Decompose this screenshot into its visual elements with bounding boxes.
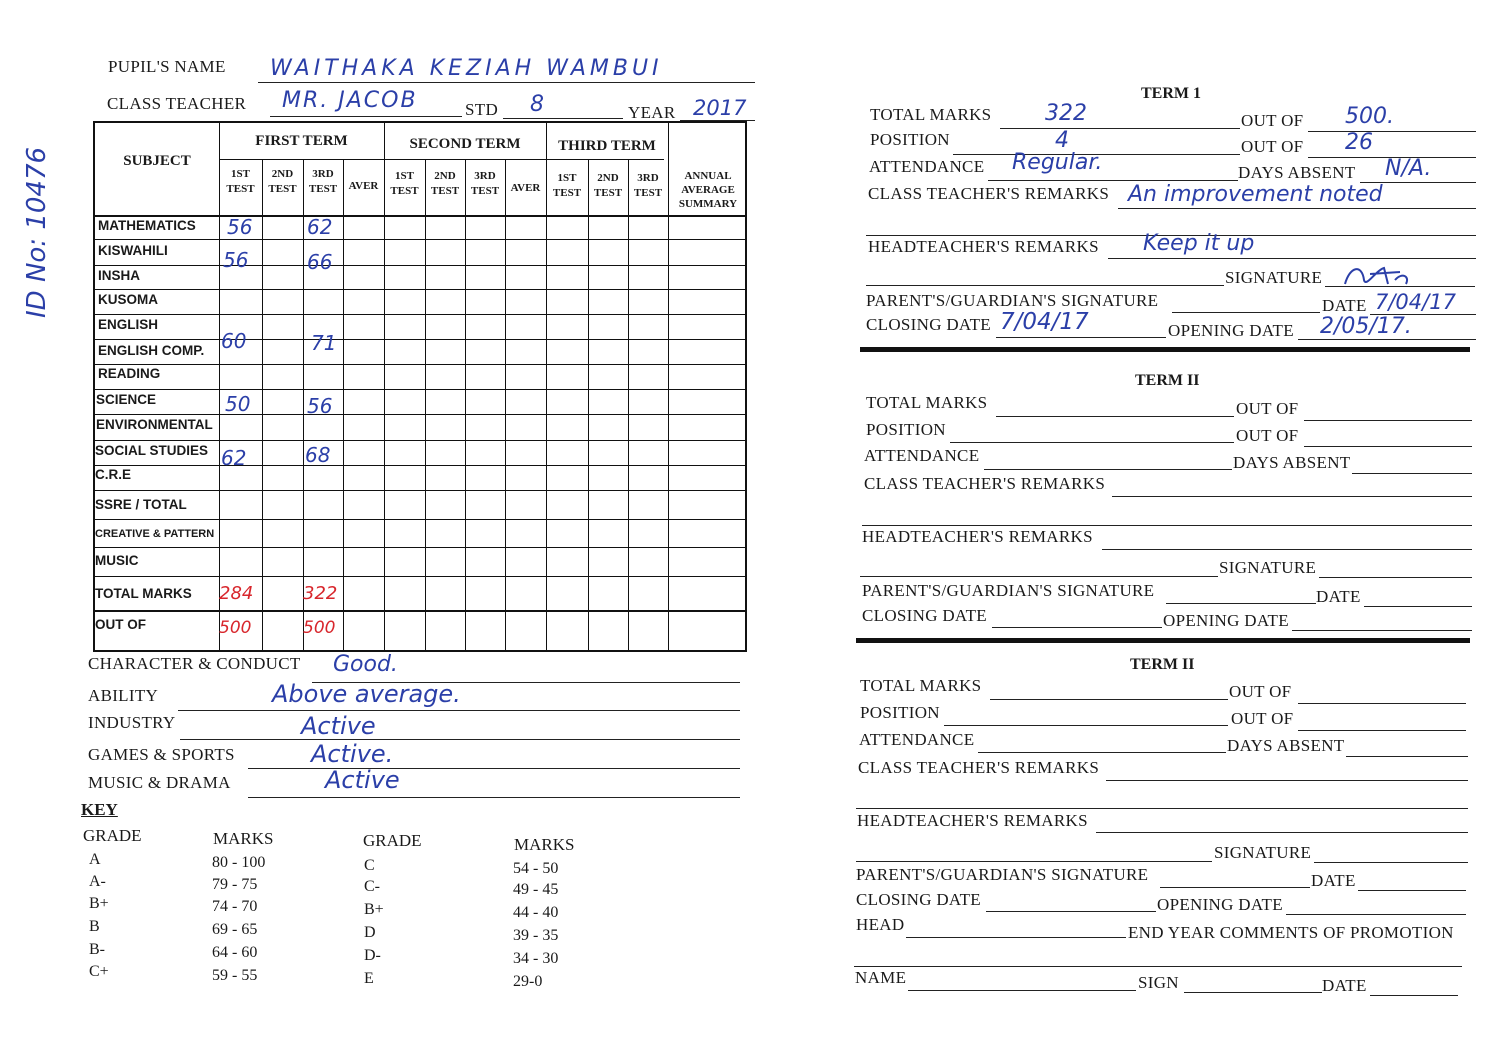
- character-value: Good.: [333, 652, 398, 677]
- term3-date-label: DATE: [1311, 871, 1356, 890]
- term1-headteacher-remarks-value: Keep it up: [1143, 231, 1255, 256]
- term3-name-label: NAME: [855, 968, 907, 987]
- subject-cre: C.R.E: [95, 467, 132, 482]
- term2-closing-date-label: CLOSING DATE: [862, 606, 987, 625]
- class-teacher-value: MR. JACOB: [282, 88, 418, 113]
- term2-attendance-label: ATTENDANCE: [864, 446, 980, 465]
- term1-divider: [860, 347, 1470, 352]
- t3-test1-header: 1ST TEST: [552, 172, 582, 199]
- term2-days-absent-label: DAYS ABSENT: [1233, 453, 1351, 472]
- t2-aver-header: AVER: [510, 182, 541, 194]
- term2-signature-label: SIGNATURE: [1219, 558, 1317, 577]
- key-grade-c-minus: C-: [364, 878, 380, 895]
- class-teacher-label: CLASS TEACHER: [107, 94, 247, 113]
- mark-outof-test1: 500: [219, 618, 252, 638]
- subject-insha: INSHA: [98, 268, 141, 283]
- ability-value: Above average.: [272, 680, 461, 708]
- key-marks-a-minus: 79 - 75: [212, 876, 258, 893]
- pupil-name-value: WAITHAKA KEZIAH WAMBUI: [270, 56, 663, 81]
- key-marks-c: 54 - 50: [513, 860, 559, 877]
- key-marks-label-right: MARKS: [514, 835, 575, 854]
- term1-date-label: DATE: [1322, 296, 1367, 315]
- key-marks-b-plus: 74 - 70: [212, 898, 258, 915]
- term1-days-absent-value: N/A.: [1385, 156, 1432, 181]
- key-grade-b-plus-right: B+: [364, 901, 384, 918]
- ability-label: ABILITY: [88, 686, 159, 705]
- subject-english-comp: ENGLISH COMP.: [98, 343, 205, 358]
- std-value: 8: [530, 92, 544, 117]
- term2-date-label: DATE: [1316, 587, 1361, 606]
- mark-social-test3: 68: [305, 443, 331, 467]
- key-grade-label-left: GRADE: [83, 826, 142, 845]
- industry-value: Active: [301, 712, 376, 740]
- term3-parent-signature-label: PARENT'S/GUARDIAN'S SIGNATURE: [856, 865, 1149, 884]
- subject-mathematics: MATHEMATICS: [98, 218, 196, 233]
- games-sports-value: Active.: [311, 740, 394, 768]
- term2-parent-signature-label: PARENT'S/GUARDIAN'S SIGNATURE: [862, 581, 1155, 600]
- key-grade-b-minus: B-: [89, 941, 105, 958]
- term3-final-date-label: DATE: [1322, 976, 1367, 995]
- term3-headteacher-remarks-label: HEADTEACHER'S REMARKS: [857, 811, 1088, 830]
- industry-label: INDUSTRY: [88, 713, 176, 732]
- term2-position-label: POSITION: [866, 420, 946, 439]
- t1-test3-header: 3RD TEST: [308, 168, 338, 195]
- t3-test2-header: 2ND TEST: [593, 172, 623, 199]
- term1-out-of-value: 500.: [1345, 104, 1394, 129]
- year-value: 2017: [693, 96, 747, 120]
- mark-kiswahili-test1: 56: [223, 248, 249, 272]
- term3-days-absent-label: DAYS ABSENT: [1227, 736, 1345, 755]
- term1-date-value: 7/04/17: [1375, 290, 1456, 314]
- key-marks-b: 69 - 65: [212, 921, 258, 938]
- term3-closing-date-label: CLOSING DATE: [856, 890, 981, 909]
- year-label: YEAR: [628, 103, 676, 122]
- second-term-header: SECOND TERM: [409, 136, 521, 152]
- term1-position-value: 4: [1055, 128, 1069, 153]
- key-marks-a: 80 - 100: [212, 854, 266, 871]
- key-grade-c-plus: C+: [89, 963, 109, 980]
- mark-total-test3: 322: [303, 583, 338, 604]
- mark-total-test1: 284: [219, 583, 254, 604]
- subject-social-studies: SOCIAL STUDIES: [95, 443, 209, 458]
- t1-test1-header: 1ST TEST: [226, 168, 255, 195]
- term3-position-out-of-label: OUT OF: [1231, 709, 1294, 728]
- t1-aver-header: AVER: [348, 180, 379, 192]
- term1-total-marks-label: TOTAL MARKS: [870, 105, 992, 124]
- side-id-note: ID No: 10476: [22, 146, 52, 318]
- t3-test3-header: 3RD TEST: [633, 172, 663, 199]
- term2-total-marks-label: TOTAL MARKS: [866, 393, 988, 412]
- key-marks-b-plus-right: 44 - 40: [513, 904, 559, 921]
- term1-headteacher-remarks-label: HEADTEACHER'S REMARKS: [868, 237, 1099, 256]
- key-grade-c: C: [364, 857, 375, 874]
- term2-title: TERM II: [1135, 372, 1200, 389]
- key-title: KEY: [81, 800, 118, 819]
- term3-opening-date-label: OPENING DATE: [1157, 895, 1283, 914]
- term3-total-marks-label: TOTAL MARKS: [860, 676, 982, 695]
- t2-test1-header: 1ST TEST: [390, 170, 419, 197]
- key-grade-d: D: [364, 924, 376, 941]
- term2-position-out-of-label: OUT OF: [1236, 426, 1299, 445]
- key-grade-e: E: [364, 970, 374, 987]
- subject-header: SUBJECT: [123, 153, 191, 169]
- term1-opening-date-label: OPENING DATE: [1168, 321, 1294, 340]
- pupil-name-label: PUPIL'S NAME: [108, 57, 226, 76]
- t2-test3-header: 3RD TEST: [470, 170, 500, 197]
- key-marks-d-minus: 34 - 30: [513, 950, 559, 967]
- term3-class-teacher-remarks-label: CLASS TEACHER'S REMARKS: [858, 758, 1100, 777]
- character-label: CHARACTER & CONDUCT: [88, 654, 301, 673]
- subject-out-of: OUT OF: [95, 617, 146, 632]
- term1-signature-label: SIGNATURE: [1225, 268, 1323, 287]
- term1-title: TERM 1: [1141, 85, 1201, 102]
- mark-science-test3: 56: [307, 394, 333, 418]
- key-grade-d-minus: D-: [364, 947, 381, 964]
- term1-class-teacher-remarks-value: An improvement noted: [1128, 182, 1383, 207]
- mark-english-test1: 60: [221, 329, 247, 353]
- term3-title: TERM II: [1130, 656, 1195, 673]
- subject-kiswahili: KISWAHILI: [98, 243, 168, 258]
- mark-social-test1: 62: [221, 446, 247, 470]
- key-marks-c-plus: 59 - 55: [212, 967, 258, 984]
- key-grade-a-minus: A-: [89, 873, 106, 890]
- key-grade-a: A: [89, 851, 101, 868]
- mark-math-test3: 62: [307, 215, 333, 239]
- term2-headteacher-remarks-label: HEADTEACHER'S REMARKS: [862, 527, 1093, 546]
- term3-signature-label: SIGNATURE: [1214, 843, 1312, 862]
- std-label: STD: [465, 100, 499, 119]
- subject-science: SCIENCE: [96, 392, 157, 407]
- subject-ssre-total: SSRE / TOTAL: [95, 497, 187, 512]
- term2-divider: [856, 638, 1470, 643]
- term3-head-label: HEAD: [856, 915, 905, 934]
- key-marks-e: 29-0: [513, 973, 543, 990]
- t2-test2-header: 2ND TEST: [430, 170, 460, 197]
- term3-position-label: POSITION: [860, 703, 940, 722]
- term1-opening-date-value: 2/05/17.: [1320, 314, 1412, 339]
- third-term-header: THIRD TERM: [558, 138, 656, 154]
- term1-class-teacher-remarks-label: CLASS TEACHER'S REMARKS: [868, 184, 1110, 203]
- term1-parent-signature-label: PARENT'S/GUARDIAN'S SIGNATURE: [866, 291, 1159, 310]
- mark-kiswahili-test3: 66: [307, 250, 333, 274]
- key-grade-b-plus: B+: [89, 895, 109, 912]
- marks-table: [93, 121, 747, 652]
- term1-closing-date-label: CLOSING DATE: [866, 315, 991, 334]
- term1-total-marks-value: 322: [1045, 101, 1087, 126]
- term2-opening-date-label: OPENING DATE: [1163, 611, 1289, 630]
- term1-signature-scribble: [1340, 262, 1420, 290]
- term1-attendance-label: ATTENDANCE: [869, 157, 985, 176]
- term1-attendance-value: Regular.: [1012, 150, 1103, 175]
- mark-science-test1: 50: [225, 392, 251, 416]
- term1-closing-date-value: 7/04/17: [1000, 309, 1089, 335]
- term1-position-label: POSITION: [870, 130, 950, 149]
- subject-kusoma: KUSOMA: [98, 292, 158, 307]
- term2-class-teacher-remarks-label: CLASS TEACHER'S REMARKS: [864, 474, 1106, 493]
- subject-environmental: ENVIRONMENTAL: [96, 417, 213, 432]
- term3-sign-label: SIGN: [1138, 973, 1179, 992]
- term1-out-of-label: OUT OF: [1241, 111, 1304, 130]
- annual-average-header: ANNUAL AVERAGE SUMMARY: [678, 170, 738, 210]
- key-grade-label-right: GRADE: [363, 831, 422, 850]
- first-term-header: FIRST TERM: [255, 133, 348, 149]
- subject-total-marks: TOTAL MARKS: [95, 586, 192, 601]
- term1-position-out-of-label: OUT OF: [1241, 137, 1304, 156]
- t1-test2-header: 2ND TEST: [268, 168, 297, 195]
- term3-out-of-label: OUT OF: [1229, 682, 1292, 701]
- key-marks-label-left: MARKS: [213, 829, 274, 848]
- music-drama-value: Active: [325, 766, 400, 794]
- term3-promotion-label: END YEAR COMMENTS OF PROMOTION: [1128, 923, 1454, 942]
- term2-out-of-label: OUT OF: [1236, 399, 1299, 418]
- games-sports-label: GAMES & SPORTS: [88, 745, 235, 764]
- subject-english: ENGLISH: [98, 317, 159, 332]
- music-drama-label: MUSIC & DRAMA: [88, 773, 231, 792]
- mark-outof-test3: 500: [303, 618, 336, 638]
- mark-english-test3: 71: [311, 331, 337, 355]
- subject-creative-pattern: CREATIVE & PATTERN: [95, 528, 215, 540]
- mark-math-test1: 56: [227, 215, 253, 239]
- term1-days-absent-label: DAYS ABSENT: [1238, 163, 1356, 182]
- subject-music: MUSIC: [95, 553, 139, 568]
- term1-position-out-of-value: 26: [1345, 130, 1373, 155]
- key-marks-b-minus: 64 - 60: [212, 944, 258, 961]
- key-marks-d: 39 - 35: [513, 927, 559, 944]
- key-marks-c-minus: 49 - 45: [513, 881, 559, 898]
- subject-reading: READING: [98, 366, 161, 381]
- term3-attendance-label: ATTENDANCE: [859, 730, 975, 749]
- key-grade-b: B: [89, 918, 100, 935]
